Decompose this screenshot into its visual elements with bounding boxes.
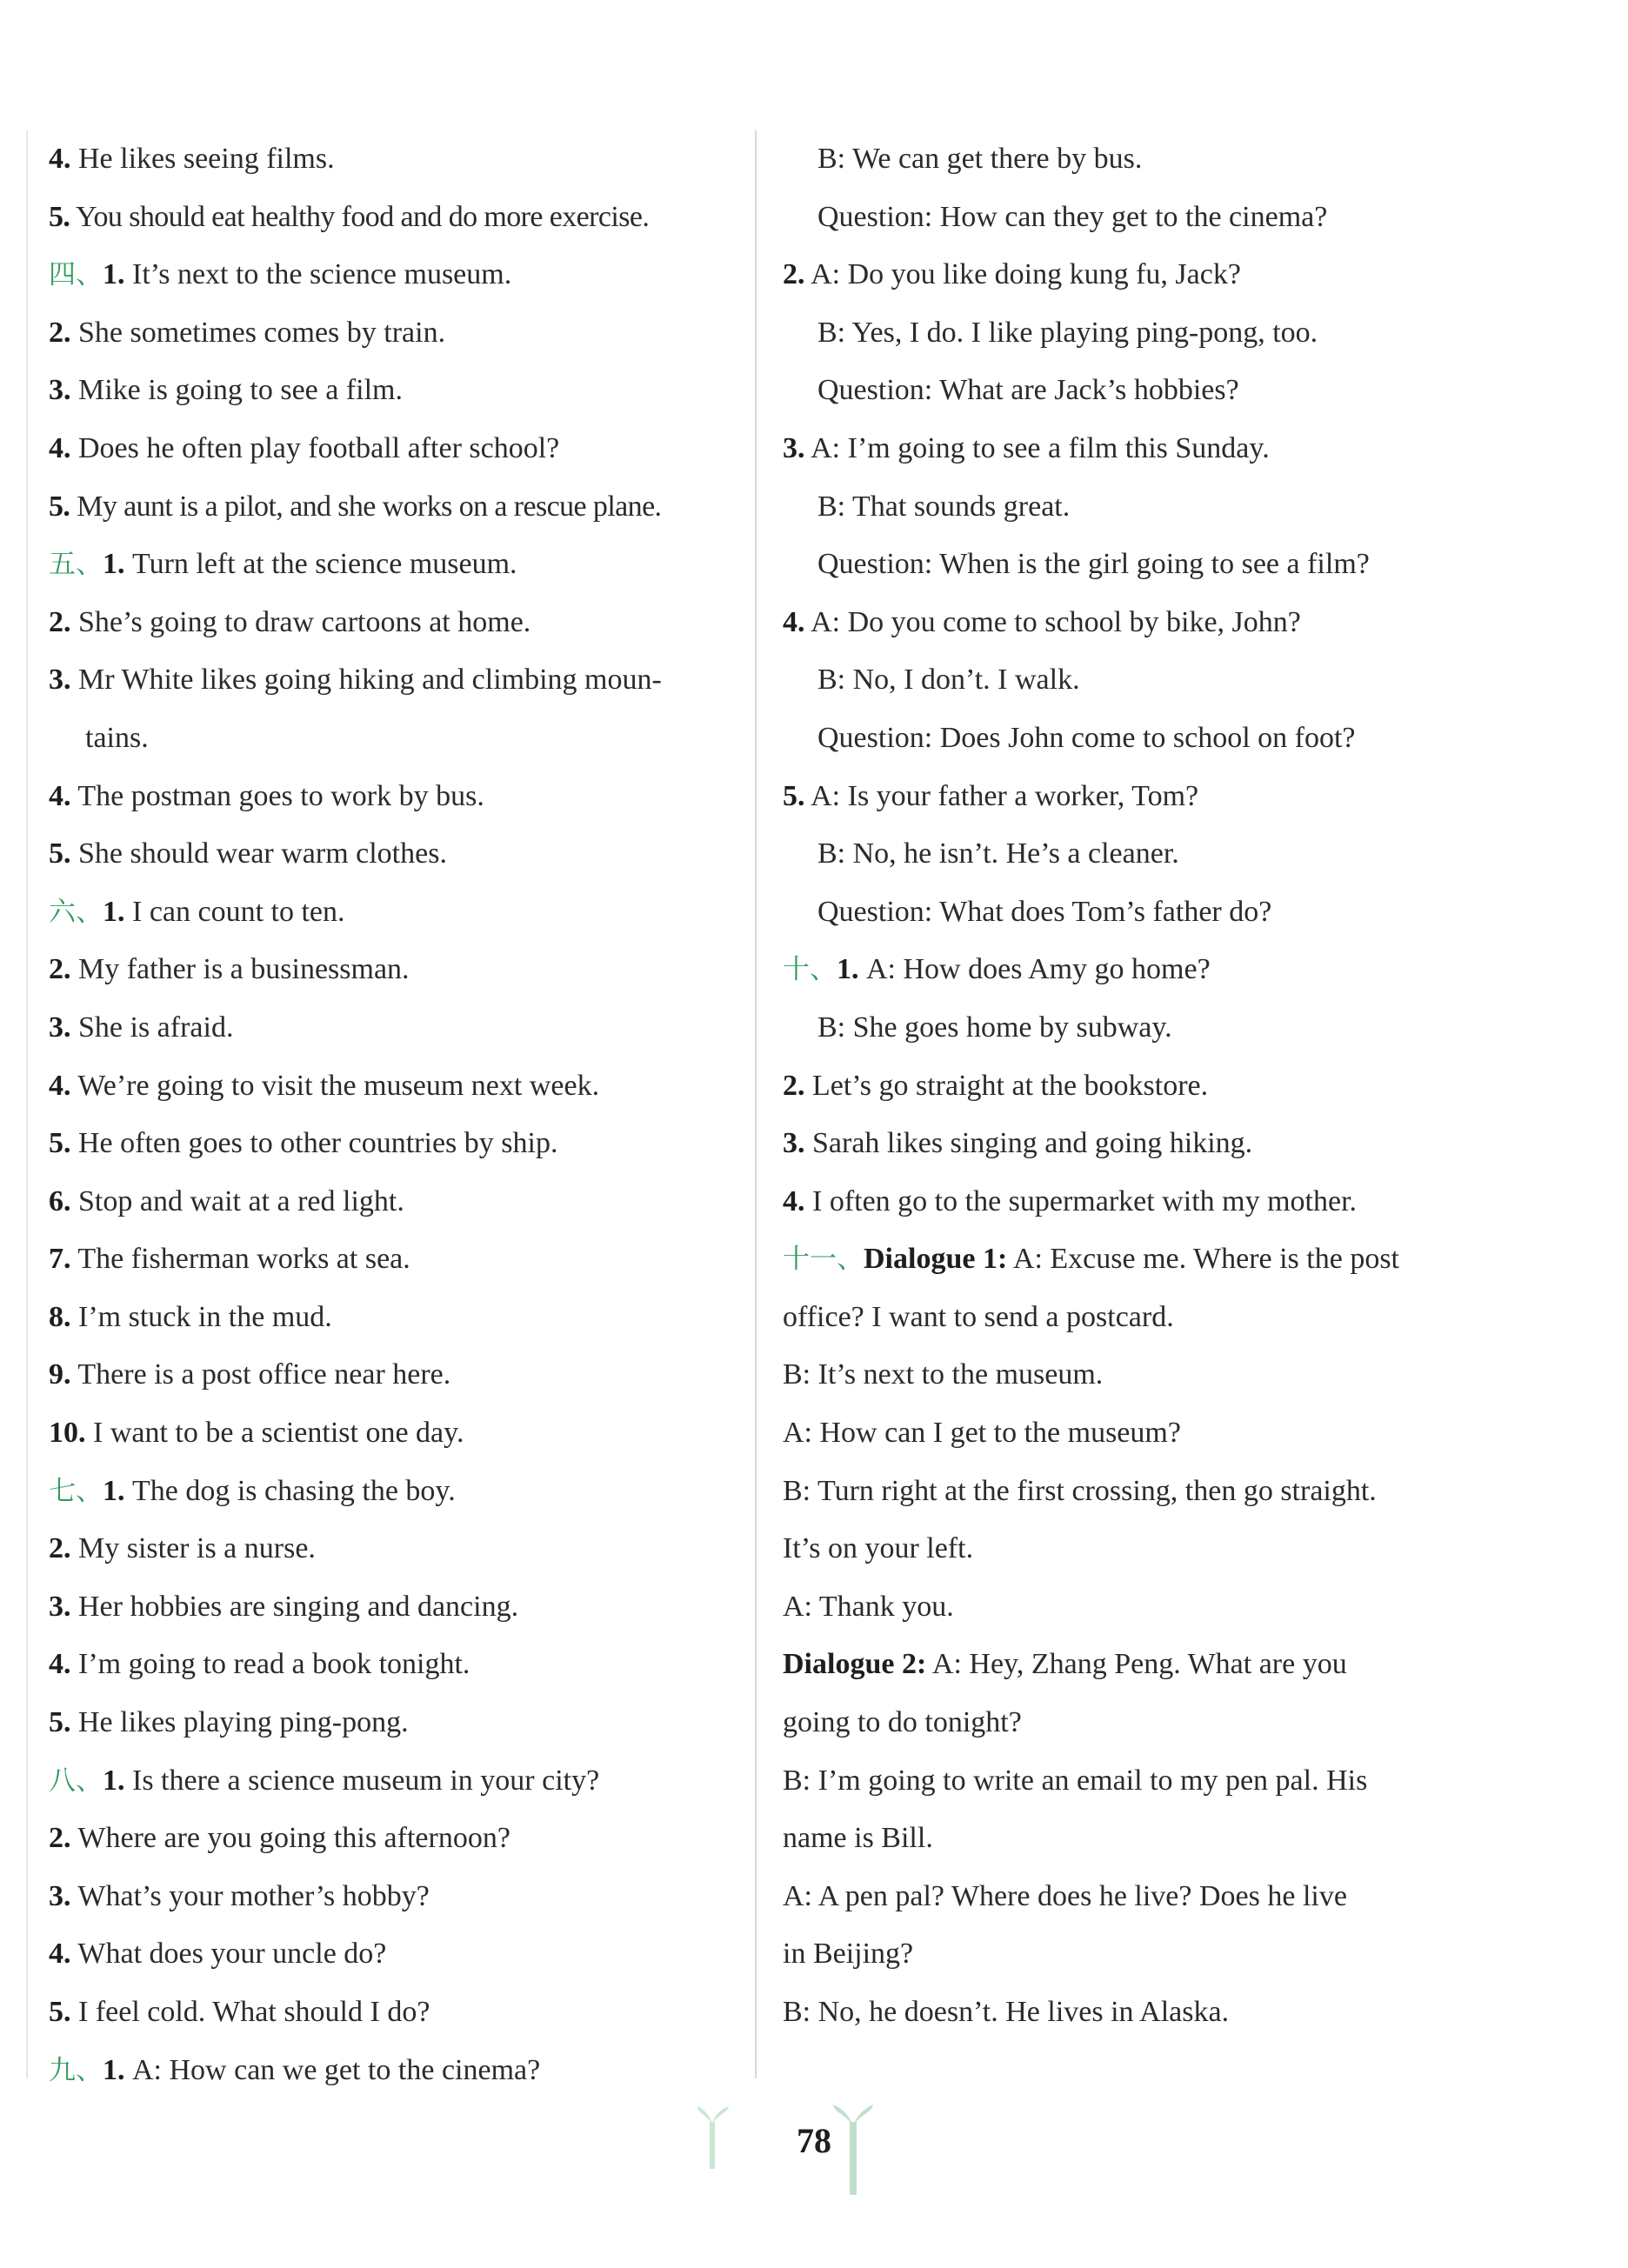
- line-text: I want to be a scientist one day.: [85, 1417, 464, 1450]
- item-number: 1.: [103, 258, 125, 291]
- line-text: tains.: [85, 721, 149, 754]
- item-number: 5.: [49, 1127, 71, 1160]
- item-number: 3.: [783, 431, 805, 464]
- line-text: Turn left at the science museum.: [124, 548, 517, 581]
- line-text: B: We can get there by bus.: [817, 143, 1143, 175]
- item-number: Dialogue 1:: [864, 1243, 1008, 1276]
- line-text: A: Do you like doing kung fu, Jack?: [804, 258, 1241, 291]
- right-line: [783, 710, 1478, 768]
- right-line: [783, 246, 1478, 304]
- left-line: [49, 1868, 744, 1926]
- right-line: [783, 768, 1478, 826]
- line-text: A: Is your father a worker, Tom?: [804, 779, 1199, 812]
- item-number: 3.: [49, 1590, 71, 1623]
- item-number: 5.: [49, 1706, 71, 1739]
- left-line: [49, 594, 744, 652]
- item-number: 3.: [49, 1879, 71, 1912]
- section-marker: 八、: [49, 1764, 103, 1797]
- line-text: B: No, he isn’t. He’s a cleaner.: [817, 837, 1179, 871]
- left-line: [49, 651, 744, 710]
- section-marker: 十一、: [783, 1244, 864, 1276]
- right-line: [783, 1463, 1478, 1521]
- line-text: My aunt is a pilot, and she works on a rescue plane.: [70, 490, 662, 523]
- line-text: B: No, he doesn’t. He lives in Alaska.: [783, 1996, 1230, 2028]
- left-line: [49, 1057, 744, 1116]
- line-text: in Beijing?: [783, 1938, 914, 1971]
- line-text: Mr White likes going hiking and climbing moun-: [70, 664, 662, 697]
- line-text: B: Yes, I do. I like playing ping-pong, too.: [817, 316, 1318, 349]
- item-number: 4.: [783, 605, 805, 638]
- line-text: B: No, I don’t. I walk.: [817, 664, 1080, 697]
- left-line: [49, 420, 744, 478]
- line-text: A: I’m going to see a film this Sunday.: [804, 431, 1270, 464]
- right-line: [783, 420, 1478, 478]
- item-number: 4.: [49, 431, 71, 464]
- section-marker: 四、: [49, 259, 103, 291]
- item-number: 2.: [49, 1532, 71, 1565]
- item-number: 2.: [49, 953, 71, 986]
- left-line: [49, 710, 744, 768]
- line-text: I’m stuck in the mud.: [70, 1300, 332, 1333]
- item-number: 5.: [49, 837, 71, 871]
- item-number: 2.: [49, 316, 71, 349]
- item-number: 4.: [49, 1938, 71, 1971]
- page-number: 78: [797, 2121, 831, 2160]
- item-number: 3.: [49, 374, 71, 407]
- line-text: I feel cold. What should I do?: [70, 1996, 430, 2028]
- item-number: 4.: [49, 779, 71, 812]
- item-number: 3.: [49, 664, 71, 697]
- line-text: going to do tonight?: [783, 1706, 1022, 1739]
- item-number: 2.: [783, 258, 805, 291]
- right-line: [783, 651, 1478, 710]
- right-line: [783, 478, 1478, 537]
- item-number: 2.: [49, 1822, 71, 1855]
- right-line: [783, 189, 1478, 247]
- line-text: She should wear warm clothes.: [70, 837, 447, 871]
- section-marker: 十、: [783, 954, 837, 986]
- line-text: Mike is going to see a film.: [70, 374, 404, 407]
- line-text: Where are you going this afternoon?: [70, 1822, 510, 1855]
- left-line: [49, 1463, 744, 1521]
- line-text: I often go to the supermarket with my mother.: [804, 1184, 1358, 1217]
- line-text: A: Excuse me. Where is the post: [1007, 1243, 1399, 1276]
- left-line: [49, 1173, 744, 1231]
- right-line: [783, 1289, 1478, 1347]
- right-line: [783, 825, 1478, 884]
- left-line: [49, 1346, 744, 1404]
- line-text: My sister is a nurse.: [70, 1532, 316, 1565]
- line-text: Question: How can they get to the cinema?: [817, 200, 1328, 233]
- left-line: [49, 246, 744, 304]
- right-line: [783, 1636, 1478, 1694]
- right-line: [783, 1346, 1478, 1404]
- left-line: [49, 1694, 744, 1752]
- left-line: [49, 1578, 744, 1637]
- right-line: [783, 594, 1478, 652]
- line-text: I’m going to read a book tonight.: [70, 1648, 470, 1681]
- item-number: 1.: [103, 1474, 125, 1507]
- line-text: I can count to ten.: [124, 895, 345, 928]
- item-number: 5.: [783, 779, 805, 812]
- line-text: Sarah likes singing and going hiking.: [804, 1127, 1253, 1160]
- line-text: A: How can we get to the cinema?: [124, 2053, 541, 2086]
- item-number: Dialogue 2:: [783, 1648, 927, 1681]
- line-text: A: A pen pal? Where does he live? Does he live: [783, 1879, 1347, 1912]
- left-line: [49, 1810, 744, 1868]
- left-line: [49, 884, 744, 942]
- item-number: 4.: [49, 1648, 71, 1681]
- line-text: B: That sounds great.: [817, 490, 1071, 523]
- item-number: 1.: [103, 548, 125, 581]
- right-line: [783, 1115, 1478, 1173]
- left-column: [49, 130, 744, 2099]
- left-line: [49, 1752, 744, 1811]
- line-text: A: Thank you.: [783, 1590, 954, 1623]
- left-line: [49, 536, 744, 594]
- line-text: He likes seeing films.: [70, 143, 335, 175]
- left-line: [49, 1289, 744, 1347]
- item-number: 4.: [49, 1069, 71, 1102]
- item-number: 3.: [783, 1127, 805, 1160]
- line-text: He often goes to other countries by ship.: [70, 1127, 558, 1160]
- line-text: What’s your mother’s hobby?: [70, 1879, 430, 1912]
- line-text: B: I’m going to write an email to my pen pal. His: [783, 1764, 1368, 1797]
- right-plant-decoration: [831, 2103, 875, 2198]
- line-text: B: She goes home by subway.: [817, 1011, 1172, 1044]
- line-text: Question: When is the girl going to see a film?: [817, 548, 1370, 581]
- left-line: [49, 1520, 744, 1578]
- left-line: [49, 1115, 744, 1173]
- line-text: She’s going to draw cartoons at home.: [70, 605, 531, 638]
- line-text: She is afraid.: [70, 1011, 234, 1044]
- line-text: Stop and wait at a red light.: [70, 1184, 404, 1217]
- line-text: name is Bill.: [783, 1822, 933, 1855]
- right-line: [783, 884, 1478, 942]
- left-line: [49, 1404, 744, 1463]
- section-marker: 六、: [49, 896, 103, 928]
- item-number: 2.: [49, 605, 71, 638]
- right-line: [783, 1173, 1478, 1231]
- left-margin-rule: [26, 130, 28, 2078]
- right-line: [783, 1578, 1478, 1637]
- line-text: Her hobbies are singing and dancing.: [70, 1590, 519, 1623]
- right-line: [783, 1752, 1478, 1811]
- line-text: Does he often play football after school?: [70, 431, 560, 464]
- right-line: [783, 1694, 1478, 1752]
- line-text: Question: Does John come to school on foot?: [817, 721, 1356, 754]
- item-number: 9.: [49, 1358, 71, 1391]
- left-line: [49, 825, 744, 884]
- right-line: [783, 1404, 1478, 1463]
- line-text: The fisherman works at sea.: [70, 1243, 410, 1276]
- right-line: [783, 941, 1478, 999]
- item-number: 5.: [49, 200, 70, 233]
- line-text: It’s on your left.: [783, 1532, 974, 1565]
- right-line: [783, 304, 1478, 363]
- left-line: [49, 478, 744, 537]
- section-marker: 五、: [49, 549, 103, 581]
- line-text: My father is a businessman.: [70, 953, 410, 986]
- line-text: It’s next to the science museum.: [124, 258, 512, 291]
- section-marker: 九、: [49, 2054, 103, 2086]
- section-marker: 七、: [49, 1475, 103, 1507]
- item-number: 1.: [103, 1764, 125, 1797]
- item-number: 2.: [783, 1069, 805, 1102]
- line-text: What does your uncle do?: [70, 1938, 387, 1971]
- line-text: Question: What are Jack’s hobbies?: [817, 374, 1239, 407]
- line-text: The dog is chasing the boy.: [124, 1474, 456, 1507]
- left-line: [49, 362, 744, 420]
- line-text: He likes playing ping-pong.: [70, 1706, 409, 1739]
- left-line: [49, 1925, 744, 1984]
- item-number: 4.: [49, 143, 71, 175]
- item-number: 6.: [49, 1184, 71, 1217]
- right-line: [783, 1520, 1478, 1578]
- right-line: [783, 536, 1478, 594]
- line-text: Let’s go straight at the bookstore.: [804, 1069, 1209, 1102]
- item-number: 7.: [49, 1243, 71, 1276]
- line-text: Question: What does Tom’s father do?: [817, 895, 1272, 928]
- item-number: 4.: [783, 1184, 805, 1217]
- line-text: B: Turn right at the first crossing, then go straight.: [783, 1474, 1377, 1507]
- right-line: [783, 1057, 1478, 1116]
- left-line: [49, 999, 744, 1057]
- line-text: office? I want to send a postcard.: [783, 1300, 1174, 1333]
- item-number: 1.: [103, 2053, 125, 2086]
- right-line: [783, 130, 1478, 189]
- line-text: Is there a science museum in your city?: [124, 1764, 600, 1797]
- right-line: [783, 1984, 1478, 2042]
- item-number: 5.: [49, 1996, 71, 2028]
- item-number: 1.: [103, 895, 125, 928]
- line-text: She sometimes comes by train.: [70, 316, 446, 349]
- right-column: [783, 130, 1478, 2042]
- left-line: [49, 189, 744, 247]
- left-line: [49, 768, 744, 826]
- left-line: [49, 1984, 744, 2042]
- item-number: 1.: [837, 953, 859, 986]
- right-line: [783, 1810, 1478, 1868]
- item-number: 5.: [49, 490, 70, 523]
- column-divider: [755, 130, 757, 2078]
- left-line: [49, 304, 744, 363]
- line-text: We’re going to visit the museum next week.: [70, 1069, 600, 1102]
- line-text: A: Hey, Zhang Peng. What are you: [926, 1648, 1347, 1681]
- item-number: 3.: [49, 1011, 71, 1044]
- line-text: There is a post office near here.: [70, 1358, 451, 1391]
- item-number: 10.: [49, 1417, 86, 1450]
- right-line: [783, 999, 1478, 1057]
- line-text: A: Do you come to school by bike, John?: [804, 605, 1301, 638]
- right-line: [783, 1925, 1478, 1984]
- left-line: [49, 130, 744, 189]
- line-text: The postman goes to work by bus.: [70, 779, 484, 812]
- right-line: [783, 1231, 1478, 1289]
- line-text: You should eat healthy food and do more exercise.: [70, 200, 650, 233]
- left-line: [49, 1636, 744, 1694]
- right-line: [783, 1868, 1478, 1926]
- right-line: [783, 362, 1478, 420]
- left-line: [49, 941, 744, 999]
- left-line: [49, 2042, 744, 2100]
- line-text: A: How can I get to the museum?: [783, 1417, 1181, 1450]
- left-line: [49, 1231, 744, 1289]
- item-number: 8.: [49, 1300, 71, 1333]
- line-text: A: How does Amy go home?: [858, 953, 1211, 986]
- line-text: B: It’s next to the museum.: [783, 1358, 1104, 1391]
